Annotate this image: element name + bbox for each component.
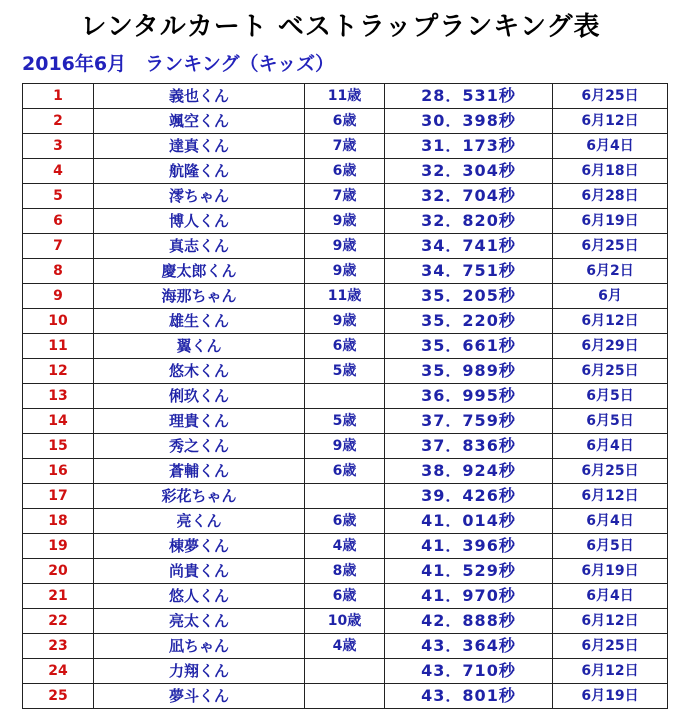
- table-row: [23, 534, 668, 559]
- table-row: [23, 84, 668, 109]
- time-cell: 36．995秒: [385, 384, 553, 409]
- table-row: [23, 384, 668, 409]
- date-cell: 6月25日: [553, 84, 668, 109]
- name-cell: 慶太郎くん: [94, 259, 305, 284]
- age-cell: 6歳: [305, 109, 385, 134]
- name-cell: 颯空くん: [94, 109, 305, 134]
- rank-cell: 25: [23, 684, 94, 709]
- table-row: [23, 184, 668, 209]
- time-cell: 37．836秒: [385, 434, 553, 459]
- date-cell: 6月4日: [553, 134, 668, 159]
- rank-cell: 6: [23, 209, 94, 234]
- table-row: [23, 659, 668, 684]
- time-cell: 38．924秒: [385, 459, 553, 484]
- name-cell: 棟夢くん: [94, 534, 305, 559]
- rank-cell: 5: [23, 184, 94, 209]
- time-cell: 41．970秒: [385, 584, 553, 609]
- time-cell: 41．014秒: [385, 509, 553, 534]
- name-cell: 俐玖くん: [94, 384, 305, 409]
- rank-cell: 16: [23, 459, 94, 484]
- table-row: [23, 209, 668, 234]
- age-cell: [305, 684, 385, 709]
- name-cell: 夢斗くん: [94, 684, 305, 709]
- table-row: [23, 159, 668, 184]
- date-cell: 6月4日: [553, 509, 668, 534]
- date-cell: 6月19日: [553, 684, 668, 709]
- rank-cell: 8: [23, 259, 94, 284]
- name-cell: 彩花ちゃん: [94, 484, 305, 509]
- date-cell: 6月28日: [553, 184, 668, 209]
- ranking-table-body: [23, 84, 668, 709]
- rank-cell: 2: [23, 109, 94, 134]
- date-cell: 6月: [553, 284, 668, 309]
- date-cell: 6月5日: [553, 409, 668, 434]
- age-cell: 7歳: [305, 184, 385, 209]
- date-cell: 6月12日: [553, 309, 668, 334]
- name-cell: 秀之くん: [94, 434, 305, 459]
- rank-cell: 19: [23, 534, 94, 559]
- age-cell: 11歳: [305, 84, 385, 109]
- age-cell: 6歳: [305, 584, 385, 609]
- time-cell: 39．426秒: [385, 484, 553, 509]
- ranking-table: [22, 83, 668, 709]
- ranking-subtitle: 2016年6月 ランキング（キッズ）: [22, 53, 335, 75]
- rank-cell: 15: [23, 434, 94, 459]
- date-cell: 6月4日: [553, 584, 668, 609]
- age-cell: 11歳: [305, 284, 385, 309]
- name-cell: 海那ちゃん: [94, 284, 305, 309]
- time-cell: 31．173秒: [385, 134, 553, 159]
- date-cell: 6月29日: [553, 334, 668, 359]
- table-row: [23, 259, 668, 284]
- time-cell: 41．529秒: [385, 559, 553, 584]
- age-cell: 9歳: [305, 434, 385, 459]
- age-cell: [305, 384, 385, 409]
- rank-cell: 7: [23, 234, 94, 259]
- name-cell: 蒼輔くん: [94, 459, 305, 484]
- age-cell: 7歳: [305, 134, 385, 159]
- name-cell: 尚貴くん: [94, 559, 305, 584]
- time-cell: 32．704秒: [385, 184, 553, 209]
- time-cell: 42．888秒: [385, 609, 553, 634]
- date-cell: 6月12日: [553, 484, 668, 509]
- date-cell: 6月2日: [553, 259, 668, 284]
- date-cell: 6月18日: [553, 159, 668, 184]
- rank-cell: 18: [23, 509, 94, 534]
- age-cell: 9歳: [305, 234, 385, 259]
- date-cell: 6月12日: [553, 659, 668, 684]
- table-row: [23, 459, 668, 484]
- table-row: [23, 634, 668, 659]
- rank-cell: 4: [23, 159, 94, 184]
- rank-cell: 22: [23, 609, 94, 634]
- age-cell: 9歳: [305, 309, 385, 334]
- time-cell: 43．364秒: [385, 634, 553, 659]
- name-cell: 達真くん: [94, 134, 305, 159]
- table-row: [23, 134, 668, 159]
- age-cell: 5歳: [305, 409, 385, 434]
- table-row: [23, 309, 668, 334]
- name-cell: 悠人くん: [94, 584, 305, 609]
- table-row: [23, 234, 668, 259]
- date-cell: 6月25日: [553, 459, 668, 484]
- time-cell: 35．205秒: [385, 284, 553, 309]
- name-cell: 澪ちゃん: [94, 184, 305, 209]
- table-row: [23, 559, 668, 584]
- table-row: [23, 359, 668, 384]
- age-cell: 6歳: [305, 159, 385, 184]
- table-row: [23, 409, 668, 434]
- table-row: [23, 434, 668, 459]
- page-title: レンタルカート ベストラップランキング表: [80, 12, 601, 42]
- rank-cell: 9: [23, 284, 94, 309]
- time-cell: 35．661秒: [385, 334, 553, 359]
- age-cell: 6歳: [305, 334, 385, 359]
- age-cell: 8歳: [305, 559, 385, 584]
- table-row: [23, 484, 668, 509]
- time-cell: 30．398秒: [385, 109, 553, 134]
- name-cell: 義也くん: [94, 84, 305, 109]
- age-cell: [305, 659, 385, 684]
- date-cell: 6月4日: [553, 434, 668, 459]
- rank-cell: 1: [23, 84, 94, 109]
- age-cell: [305, 484, 385, 509]
- age-cell: 4歳: [305, 534, 385, 559]
- rank-cell: 24: [23, 659, 94, 684]
- rank-cell: 20: [23, 559, 94, 584]
- table-row: [23, 684, 668, 709]
- date-cell: 6月19日: [553, 559, 668, 584]
- time-cell: 32．304秒: [385, 159, 553, 184]
- name-cell: 翼くん: [94, 334, 305, 359]
- name-cell: 航隆くん: [94, 159, 305, 184]
- date-cell: 6月5日: [553, 534, 668, 559]
- name-cell: 理貴くん: [94, 409, 305, 434]
- age-cell: 9歳: [305, 259, 385, 284]
- rank-cell: 13: [23, 384, 94, 409]
- date-cell: 6月5日: [553, 384, 668, 409]
- date-cell: 6月25日: [553, 234, 668, 259]
- date-cell: 6月12日: [553, 609, 668, 634]
- date-cell: 6月25日: [553, 634, 668, 659]
- time-cell: 32．820秒: [385, 209, 553, 234]
- name-cell: 亮太くん: [94, 609, 305, 634]
- table-row: [23, 284, 668, 309]
- rank-cell: 3: [23, 134, 94, 159]
- time-cell: 35．989秒: [385, 359, 553, 384]
- age-cell: 4歳: [305, 634, 385, 659]
- rank-cell: 10: [23, 309, 94, 334]
- time-cell: 34．741秒: [385, 234, 553, 259]
- rank-cell: 11: [23, 334, 94, 359]
- name-cell: 雄生くん: [94, 309, 305, 334]
- name-cell: 力翔くん: [94, 659, 305, 684]
- time-cell: 37．759秒: [385, 409, 553, 434]
- age-cell: 6歳: [305, 459, 385, 484]
- rank-cell: 12: [23, 359, 94, 384]
- time-cell: 28．531秒: [385, 84, 553, 109]
- time-cell: 35．220秒: [385, 309, 553, 334]
- name-cell: 真志くん: [94, 234, 305, 259]
- age-cell: 9歳: [305, 209, 385, 234]
- age-cell: 5歳: [305, 359, 385, 384]
- name-cell: 悠木くん: [94, 359, 305, 384]
- name-cell: 亮くん: [94, 509, 305, 534]
- table-row: [23, 509, 668, 534]
- table-row: [23, 334, 668, 359]
- rank-cell: 17: [23, 484, 94, 509]
- name-cell: 凪ちゃん: [94, 634, 305, 659]
- time-cell: 41．396秒: [385, 534, 553, 559]
- name-cell: 博人くん: [94, 209, 305, 234]
- rank-cell: 14: [23, 409, 94, 434]
- time-cell: 34．751秒: [385, 259, 553, 284]
- table-row: [23, 609, 668, 634]
- date-cell: 6月25日: [553, 359, 668, 384]
- date-cell: 6月12日: [553, 109, 668, 134]
- age-cell: 10歳: [305, 609, 385, 634]
- age-cell: 6歳: [305, 509, 385, 534]
- time-cell: 43．801秒: [385, 684, 553, 709]
- rank-cell: 21: [23, 584, 94, 609]
- rank-cell: 23: [23, 634, 94, 659]
- table-row: [23, 109, 668, 134]
- table-row: [23, 584, 668, 609]
- date-cell: 6月19日: [553, 209, 668, 234]
- time-cell: 43．710秒: [385, 659, 553, 684]
